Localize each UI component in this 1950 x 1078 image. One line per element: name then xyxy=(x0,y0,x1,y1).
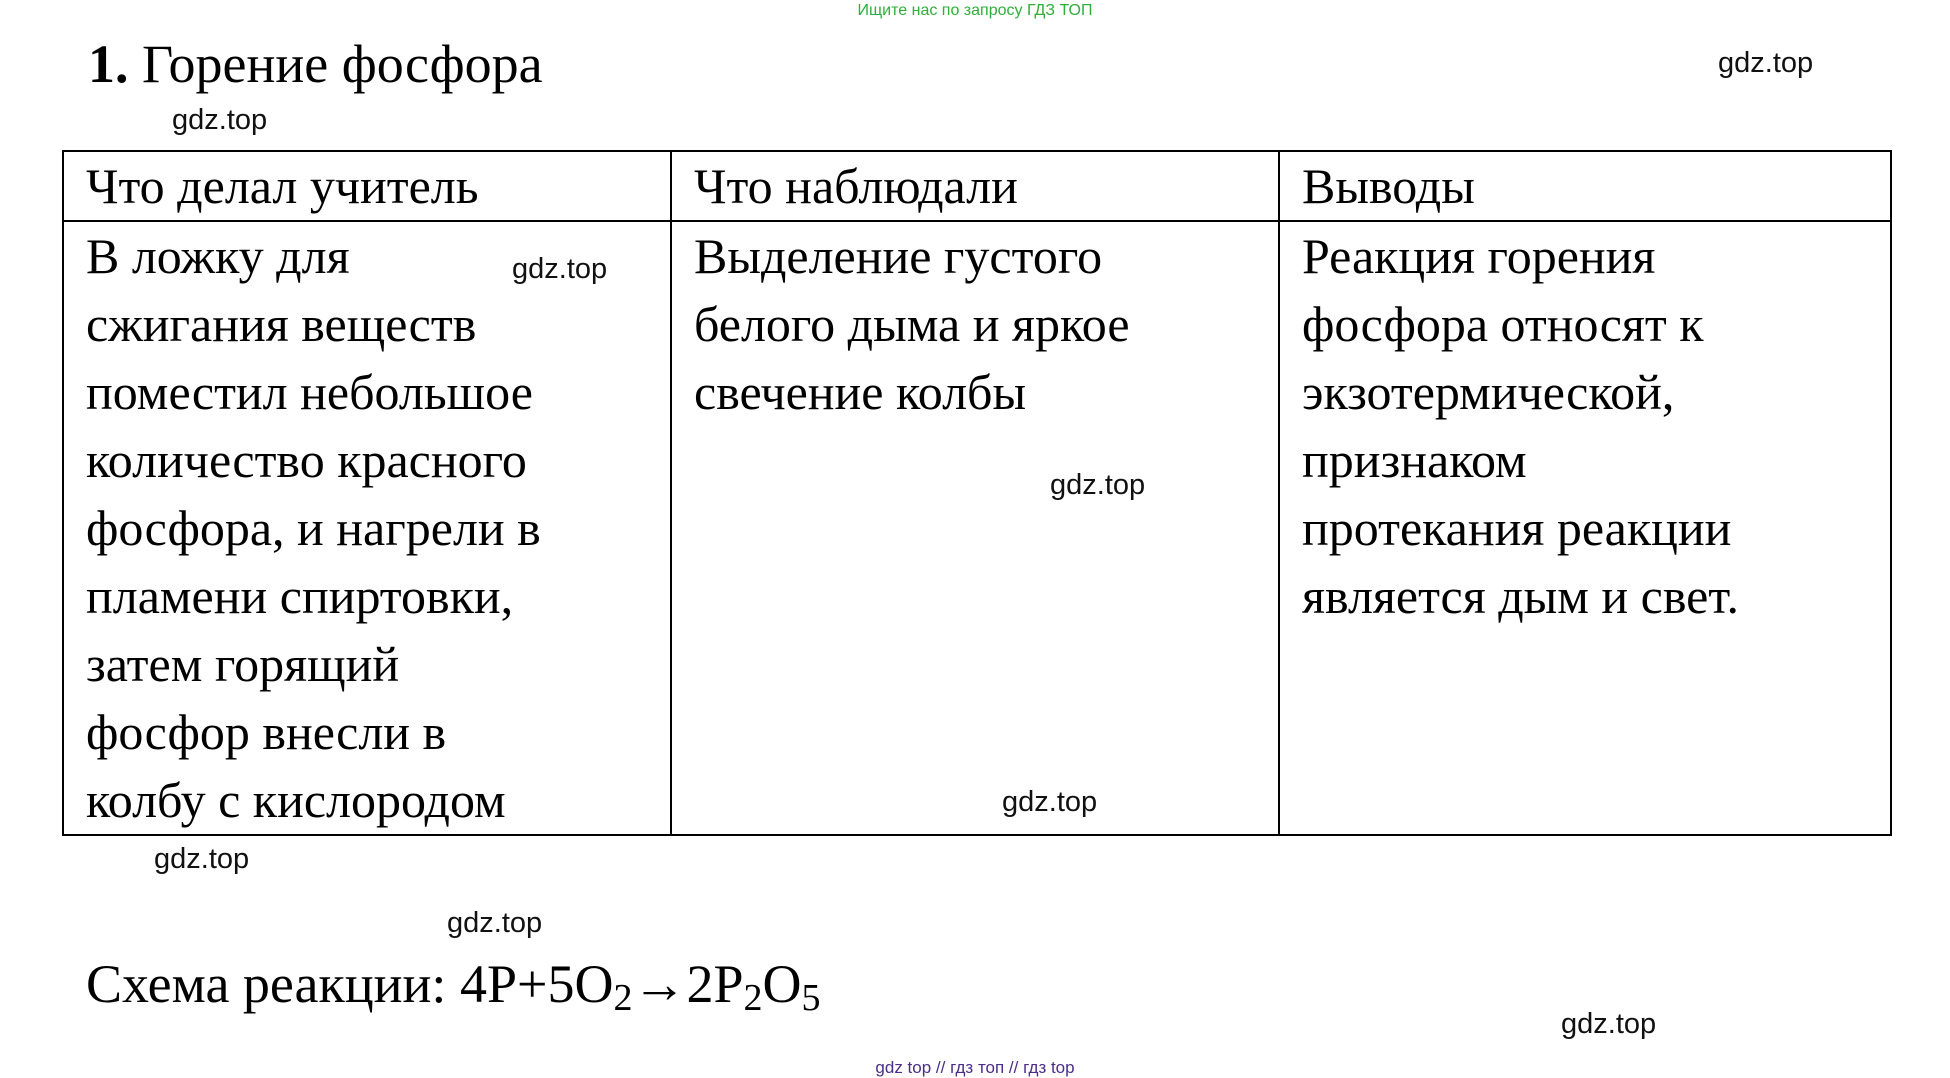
watermark: gdz.top xyxy=(154,843,250,875)
top-banner: Ищите нас по запросу ГДЗ ТОП xyxy=(857,2,1093,19)
observation-table xyxy=(62,150,1892,836)
page-title xyxy=(88,32,543,96)
watermark: gdz.top xyxy=(1002,786,1098,818)
watermark: gdz.top xyxy=(172,104,268,136)
task-title: Горение фосфора xyxy=(142,34,543,94)
scheme-label: Схема реакции: xyxy=(86,954,460,1014)
cell-observations xyxy=(671,221,1279,835)
cell-observations-text: Выделение густого белого дыма и яркое свечение колбы xyxy=(694,228,1130,420)
bottom-banner: gdz top // гдз топ // гдз top xyxy=(875,1058,1075,1077)
reaction-arrow: → xyxy=(632,954,687,1014)
watermark: gdz.top xyxy=(447,907,543,939)
scheme-product: 2P xyxy=(686,954,744,1014)
header-cell-observed: Что наблюдали xyxy=(671,151,1279,221)
watermark: gdz.top xyxy=(512,253,608,285)
subscript: 2 xyxy=(613,977,633,1019)
watermark: gdz.top xyxy=(1718,47,1814,79)
cell-conclusions xyxy=(1279,221,1891,835)
watermark: gdz.top xyxy=(1050,469,1146,501)
table-row xyxy=(63,221,1891,835)
cell-teacher-actions xyxy=(63,221,671,835)
header-cell-conclusions: Выводы xyxy=(1279,151,1891,221)
watermark: gdz.top xyxy=(1561,1008,1657,1040)
subscript: 5 xyxy=(801,977,821,1019)
subscript: 2 xyxy=(743,977,763,1019)
reaction-scheme xyxy=(86,950,820,1018)
header-cell-teacher: Что делал учитель xyxy=(63,151,671,221)
cell-teacher-text: В ложку для сжигания веществ поместил небольшое количество красного фосфора, и нагрели в пламени спиртовки, затем горящий фосфор внесли в колбу с кислородом xyxy=(86,228,541,828)
task-number: 1. xyxy=(88,34,129,94)
cell-conclusions-text: Реакция горения фосфора относят к экзотермической, признаком протекания реакции является дым и свет. xyxy=(1302,228,1739,624)
table-header-row xyxy=(63,151,1891,221)
scheme-product-oxygen: O xyxy=(762,954,802,1014)
scheme-reactants: 4P+5O xyxy=(459,954,614,1014)
